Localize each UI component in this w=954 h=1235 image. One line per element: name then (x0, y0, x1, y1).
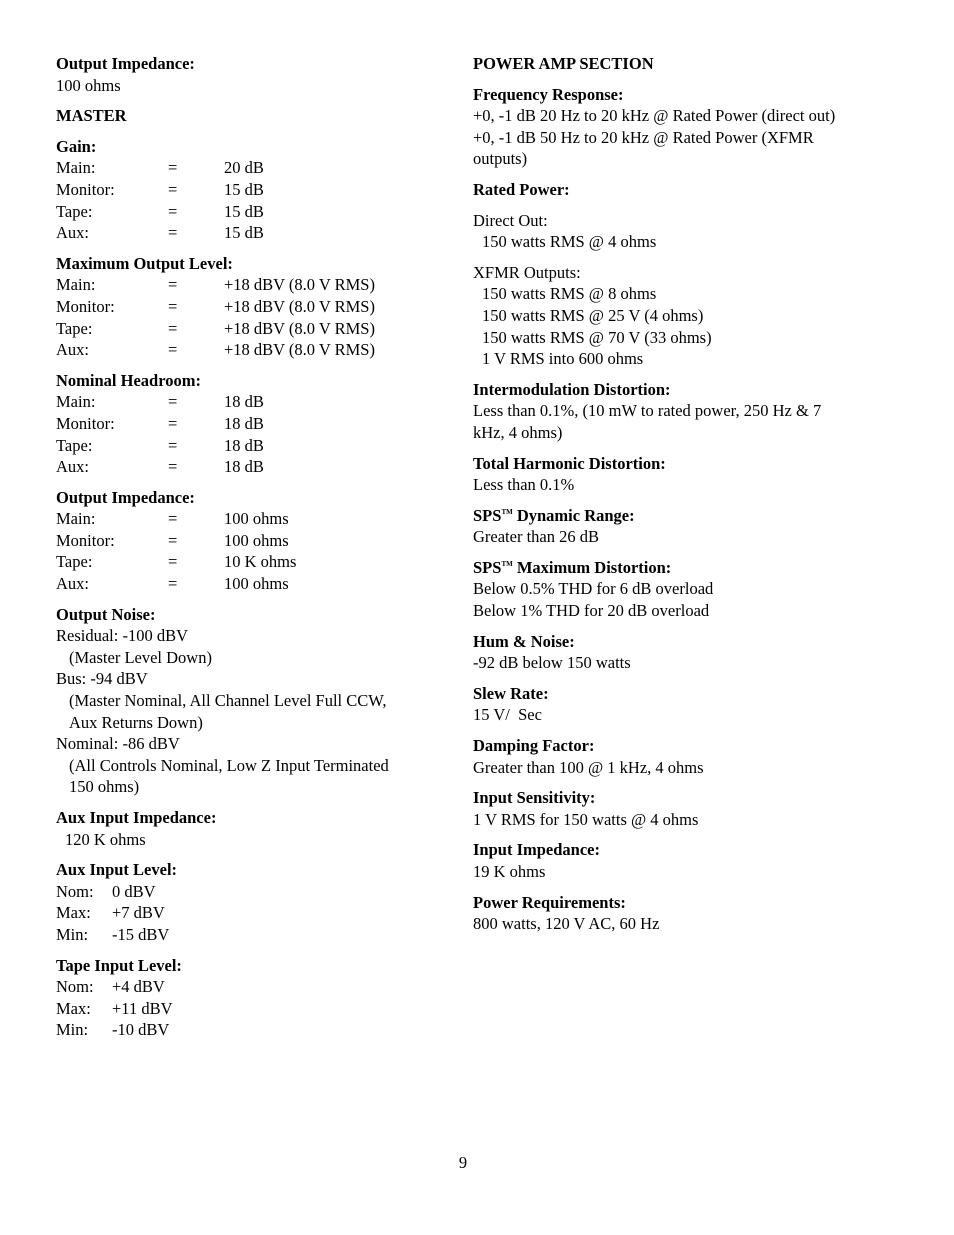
output-impedance-row (56, 508, 436, 530)
trademark-mark: TM (501, 559, 513, 568)
spec-line: outputs) (473, 149, 528, 169)
row-value: 20 dB (224, 158, 264, 178)
thd-heading: Total Harmonic Distortion: (473, 453, 666, 473)
power-requirements-heading: Power Requirements: (473, 892, 626, 912)
headroom-row (56, 391, 436, 413)
intermodulation-section (473, 379, 883, 444)
max-output-row (56, 296, 436, 318)
spec-line: +0, -1 dB 50 Hz to 20 kHz @ Rated Power (XFMR (473, 127, 814, 147)
xfmr-outputs-section (473, 262, 883, 370)
aux-input-impedance-heading: Aux Input Impedance: (56, 808, 217, 827)
gain-row (56, 157, 436, 179)
sps-dynamic-range-heading (473, 505, 883, 527)
output-impedance-heading: Output Impedance: (56, 54, 195, 73)
headroom-row (56, 435, 436, 457)
row-value: +18 dBV (8.0 V RMS) (224, 340, 375, 360)
input-impedance-heading: Input Impedance: (473, 840, 600, 860)
row-value: +7 dBV (112, 903, 165, 923)
equals-sign: = (168, 223, 178, 243)
intermodulation-heading: Intermodulation Distortion: (473, 379, 671, 399)
row-label: Monitor: (56, 530, 115, 550)
spec-line: 800 watts, 120 V AC, 60 Hz (473, 914, 660, 934)
power-amp-section-title: POWER AMP SECTION (473, 54, 654, 73)
aux-level-row (56, 902, 436, 924)
max-output-row (56, 339, 436, 361)
row-label: Tape: (56, 318, 93, 338)
headroom-row (56, 456, 436, 478)
direct-out-section (473, 210, 883, 253)
frequency-response-section (473, 84, 883, 170)
sps-brand: SPS (473, 557, 502, 577)
output-noise-section (56, 604, 436, 798)
spec-line: 1 V RMS for 150 watts @ 4 ohms (473, 809, 699, 829)
headroom-heading: Nominal Headroom: (56, 370, 201, 390)
direct-out-label: Direct Out: (473, 210, 548, 230)
row-label: Monitor: (56, 413, 115, 433)
equals-sign: = (168, 457, 178, 477)
row-value: +18 dBV (8.0 V RMS) (224, 296, 375, 316)
row-label: Monitor: (56, 179, 115, 199)
row-label: Monitor: (56, 296, 115, 316)
noise-line: Bus: -94 dBV (56, 669, 148, 689)
aux-level-row (56, 881, 436, 903)
equals-sign: = (168, 574, 178, 594)
damping-factor-section (473, 735, 883, 778)
rated-power-heading: Rated Power: (473, 179, 570, 199)
row-value: 0 dBV (112, 881, 156, 901)
row-label: Main: (56, 509, 96, 529)
spec-line: 1 V RMS into 600 ohms (482, 349, 644, 369)
spec-line: 19 K ohms (473, 862, 546, 881)
row-label: Nom: (56, 881, 94, 901)
equals-sign: = (168, 413, 178, 433)
equals-sign: = (168, 158, 178, 178)
gain-row (56, 201, 436, 223)
row-label: Nom: (56, 977, 94, 997)
row-label: Aux: (56, 457, 89, 477)
frequency-response-heading: Frequency Response: (473, 84, 624, 104)
spec-line: Greater than 100 @ 1 kHz, 4 ohms (473, 757, 704, 777)
heading-text: Maximum Distortion: (512, 557, 672, 577)
row-value: 15 dB (224, 223, 264, 243)
output-impedance-value: 100 ohms (56, 75, 121, 95)
row-label: Min: (56, 1020, 89, 1040)
equals-sign: = (168, 530, 178, 550)
input-sensitivity-heading: Input Sensitivity: (473, 788, 596, 808)
row-value: +18 dBV (8.0 V RMS) (224, 275, 375, 295)
power-requirements-section (473, 892, 883, 935)
equals-sign: = (168, 179, 178, 199)
aux-input-impedance-section (56, 807, 436, 850)
row-label: Tape: (56, 435, 93, 455)
spec-line: Greater than 26 dB (473, 527, 599, 547)
noise-line: Aux Returns Down) (69, 712, 203, 732)
noise-line: (Master Level Down) (69, 647, 212, 667)
max-output-section (56, 253, 436, 361)
spec-line: Below 0.5% THD for 6 dB overload (473, 579, 714, 599)
spec-line: +0, -1 dB 20 Hz to 20 kHz @ Rated Power (direct out) (473, 106, 836, 126)
sps-brand: SPS (473, 505, 502, 525)
max-output-heading: Maximum Output Level: (56, 253, 233, 273)
right-column (473, 53, 883, 944)
heading-text: Dynamic Range: (512, 505, 635, 525)
aux-input-impedance-value: 120 K ohms (65, 829, 146, 849)
output-impedance-heading: Output Impedance: (56, 487, 195, 507)
aux-input-level-heading: Aux Input Level: (56, 860, 178, 880)
aux-level-row (56, 924, 436, 946)
row-value: +4 dBV (112, 977, 165, 997)
equals-sign: = (168, 392, 178, 412)
row-label: Max: (56, 998, 91, 1018)
row-value: 15 dB (224, 179, 264, 199)
spec-line: Below 1% THD for 20 dB overload (473, 601, 710, 621)
gain-heading: Gain: (56, 136, 97, 156)
page-number: 9 (458, 1153, 468, 1172)
headroom-row (56, 413, 436, 435)
sps-dynamic-range-section (473, 505, 883, 548)
row-label: Aux: (56, 340, 89, 360)
row-label: Aux: (56, 574, 89, 594)
spec-line: -92 dB below 150 watts (473, 653, 631, 673)
spec-line: 15 V/ Sec (473, 705, 542, 725)
spec-line: 150 watts RMS @ 70 V (33 ohms) (482, 327, 712, 347)
gain-row (56, 222, 436, 244)
row-value: 18 dB (224, 392, 264, 412)
row-value: 100 ohms (224, 530, 289, 550)
thd-section (473, 453, 883, 496)
max-output-row (56, 274, 436, 296)
row-value: +18 dBV (8.0 V RMS) (224, 318, 375, 338)
row-label: Main: (56, 158, 96, 178)
tape-level-row (56, 998, 436, 1020)
row-value: 100 ohms (224, 509, 289, 529)
row-label: Tape: (56, 201, 93, 221)
row-value: +11 dBV (112, 998, 173, 1018)
tape-input-level-section (56, 955, 436, 1041)
gain-section (56, 136, 436, 244)
damping-factor-heading: Damping Factor: (473, 736, 595, 756)
output-impedance-row (56, 551, 436, 573)
row-label: Main: (56, 275, 96, 295)
master-heading: MASTER (56, 106, 127, 126)
row-label: Main: (56, 392, 96, 412)
row-value: 10 K ohms (224, 552, 297, 572)
equals-sign: = (168, 318, 178, 338)
row-label: Aux: (56, 223, 89, 243)
headroom-section (56, 370, 436, 478)
row-label: Min: (56, 924, 89, 944)
output-impedance-row (56, 530, 436, 552)
trademark-mark: TM (501, 507, 513, 516)
max-output-row (56, 318, 436, 340)
row-value: 18 dB (224, 413, 264, 433)
tape-level-row (56, 1019, 436, 1041)
row-label: Max: (56, 903, 91, 923)
spec-line: Less than 0.1%, (10 mW to rated power, 250 Hz & 7 (473, 401, 822, 421)
output-impedance-row (56, 573, 436, 595)
spec-line: Less than 0.1% (473, 475, 575, 495)
equals-sign: = (168, 552, 178, 572)
spec-line: 150 watts RMS @ 25 V (4 ohms) (482, 305, 704, 325)
output-impedance-section (56, 487, 436, 595)
spec-line: 150 watts RMS @ 4 ohms (482, 232, 657, 252)
spec-line: 150 watts RMS @ 8 ohms (482, 284, 657, 304)
noise-line: (All Controls Nominal, Low Z Input Terminated (69, 755, 389, 775)
hum-noise-section (473, 631, 883, 674)
output-noise-heading: Output Noise: (56, 604, 156, 624)
left-column (56, 53, 436, 1050)
tape-input-level-heading: Tape Input Level: (56, 955, 182, 975)
gain-row (56, 179, 436, 201)
row-label: Tape: (56, 552, 93, 572)
input-sensitivity-section (473, 787, 883, 830)
row-value: 18 dB (224, 457, 264, 477)
equals-sign: = (168, 275, 178, 295)
sps-max-distortion-heading (473, 557, 883, 579)
spec-line: kHz, 4 ohms) (473, 422, 563, 442)
noise-line: Residual: -100 dBV (56, 626, 188, 646)
noise-line: 150 ohms) (69, 777, 140, 797)
equals-sign: = (168, 296, 178, 316)
row-value: 15 dB (224, 201, 264, 221)
equals-sign: = (168, 509, 178, 529)
slew-rate-heading: Slew Rate: (473, 683, 549, 703)
equals-sign: = (168, 201, 178, 221)
tape-level-row (56, 976, 436, 998)
aux-input-level-section (56, 859, 436, 945)
equals-sign: = (168, 435, 178, 455)
xfmr-outputs-label: XFMR Outputs: (473, 262, 581, 282)
row-value: 18 dB (224, 435, 264, 455)
input-impedance-section (473, 839, 883, 882)
slew-rate-section (473, 683, 883, 726)
noise-line: Nominal: -86 dBV (56, 734, 180, 754)
noise-line: (Master Nominal, All Channel Level Full CCW, (69, 691, 387, 711)
row-value: 100 ohms (224, 574, 289, 594)
row-value: -10 dBV (112, 1020, 170, 1040)
hum-noise-heading: Hum & Noise: (473, 631, 575, 651)
row-value: -15 dBV (112, 924, 170, 944)
equals-sign: = (168, 340, 178, 360)
sps-max-distortion-section (473, 557, 883, 622)
